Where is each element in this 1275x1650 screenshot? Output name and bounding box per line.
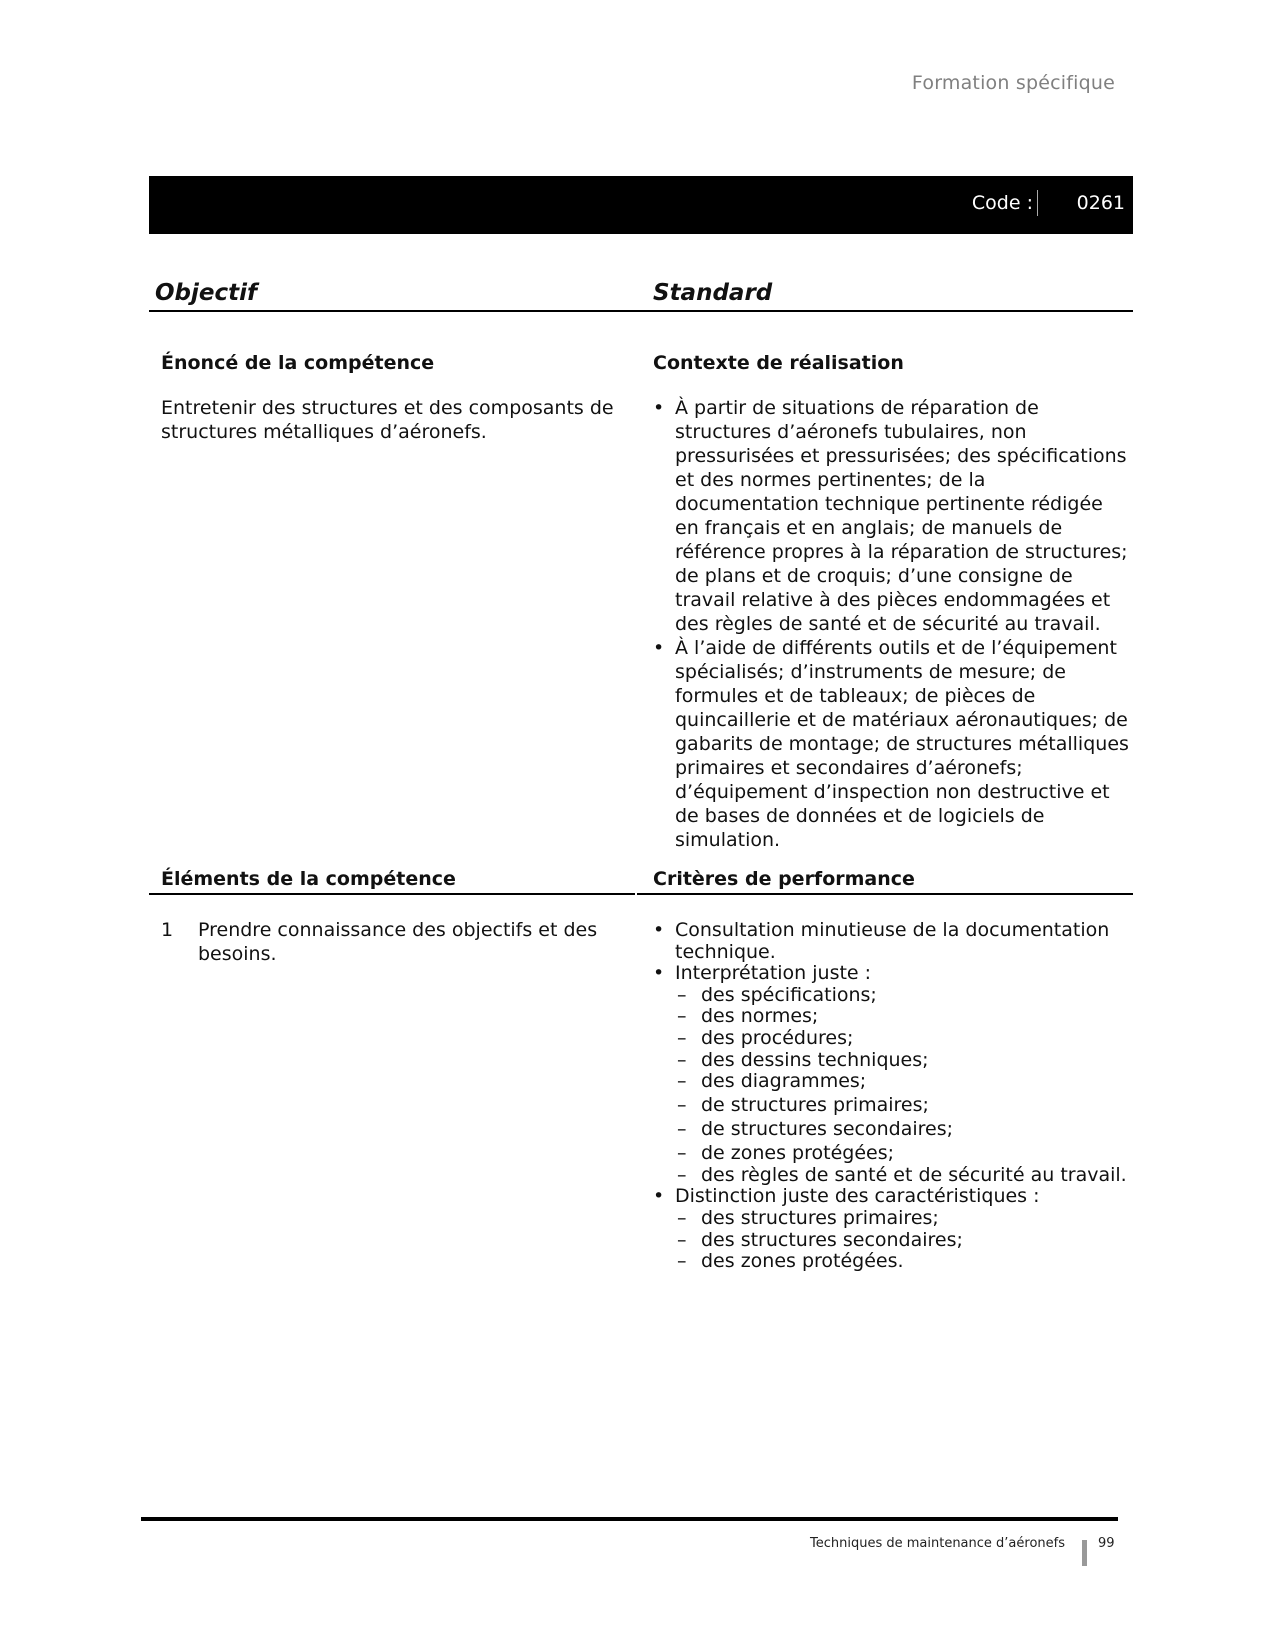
critere-subitem: – des diagrammes; [675,1071,1129,1093]
critere-subitem: – des normes; [675,1006,1129,1028]
critere-subitem: – des règles de santé et de sécurité au travail. [675,1165,1129,1187]
contexte-list [653,396,1129,852]
criteres-rule [637,893,1133,895]
critere-subitem: – de structures primaires; [675,1093,1129,1117]
footer-separator [1082,1540,1087,1566]
criteres-title: Critères de performance [653,868,915,890]
contexte-item: • À partir de situations de réparation de structures d’aéronefs tubulaires, non pressurisées et pressurisées; des spécifications et des normes pertinentes; de la documentation technique pertinente rédigée en français et en anglais; de manuels de référence propres à la réparation de structures; de plans et de croquis; d’une consigne de travail relative à des pièces endommagées et des règles de santé et de sécurité au travail. [653,396,1129,636]
critere-subitem: – des zones protégées. [675,1251,1129,1273]
footer-program: Techniques de maintenance d’aéronefs [810,1536,1065,1551]
column-header-rule [149,310,1133,312]
code-bar [149,176,1133,234]
running-header: Formation spécifique [911,72,1115,94]
element-text: Prendre connaissance des objectifs et des besoins. [198,919,598,965]
code-separator [1037,190,1038,216]
critere-subitem: – des procédures; [675,1028,1129,1050]
page-number: 99 [1098,1536,1115,1551]
enonce-text: Entretenir des structures et des composants de structures métalliques d’aéronefs. [161,397,614,443]
critere-item: • Interprétation juste : – des spécifications; – des normes; – des procédures; – des dessins techniques; – des diagrammes; – de structures primaires; – de structures secondaires; – de zones protégées; – des règles de santé et de sécurité au travail. [653,963,1129,1186]
contexte-title: Contexte de réalisation [653,352,904,374]
code-label: Code : [971,192,1033,214]
element-item-1 [161,918,631,966]
elements-title: Éléments de la compétence [161,868,456,890]
code-value: 0261 [1076,192,1125,214]
critere-subitem: – des spécifications; [675,985,1129,1007]
footer-rule [141,1517,1118,1521]
critere-item: • Distinction juste des caractéristiques : – des structures primaires; – des structures secondaires; – des zones protégées. [653,1186,1129,1272]
enonce-title: Énoncé de la compétence [161,352,435,374]
element-number: 1 [161,919,174,941]
critere-item: • Consultation minutieuse de la documentation technique. [653,920,1129,963]
critere-subitem: – des structures secondaires; [675,1230,1129,1252]
critere-subitem: – de structures secondaires; [675,1117,1129,1141]
critere-subitem: – des dessins techniques; [675,1050,1129,1072]
column-title-objectif: Objectif [155,280,258,306]
column-title-standard: Standard [653,280,773,306]
elements-rule [149,893,635,895]
critere-subitem: – des structures primaires; [675,1208,1129,1230]
contexte-item: • À l’aide de différents outils et de l’équipement spécialisés; d’instruments de mesure; de formules et de tableaux; de pièces de quincaillerie et de matériaux aéronautiques; de gabarits de montage; de structures métalliques primaires et secondaires d’aéronefs; d’équipement d’inspection non destructive et de bases de données et de logiciels de simulation. [653,636,1129,852]
critere-subitem: – de zones protégées; [675,1141,1129,1165]
criteres-list [653,920,1129,1273]
